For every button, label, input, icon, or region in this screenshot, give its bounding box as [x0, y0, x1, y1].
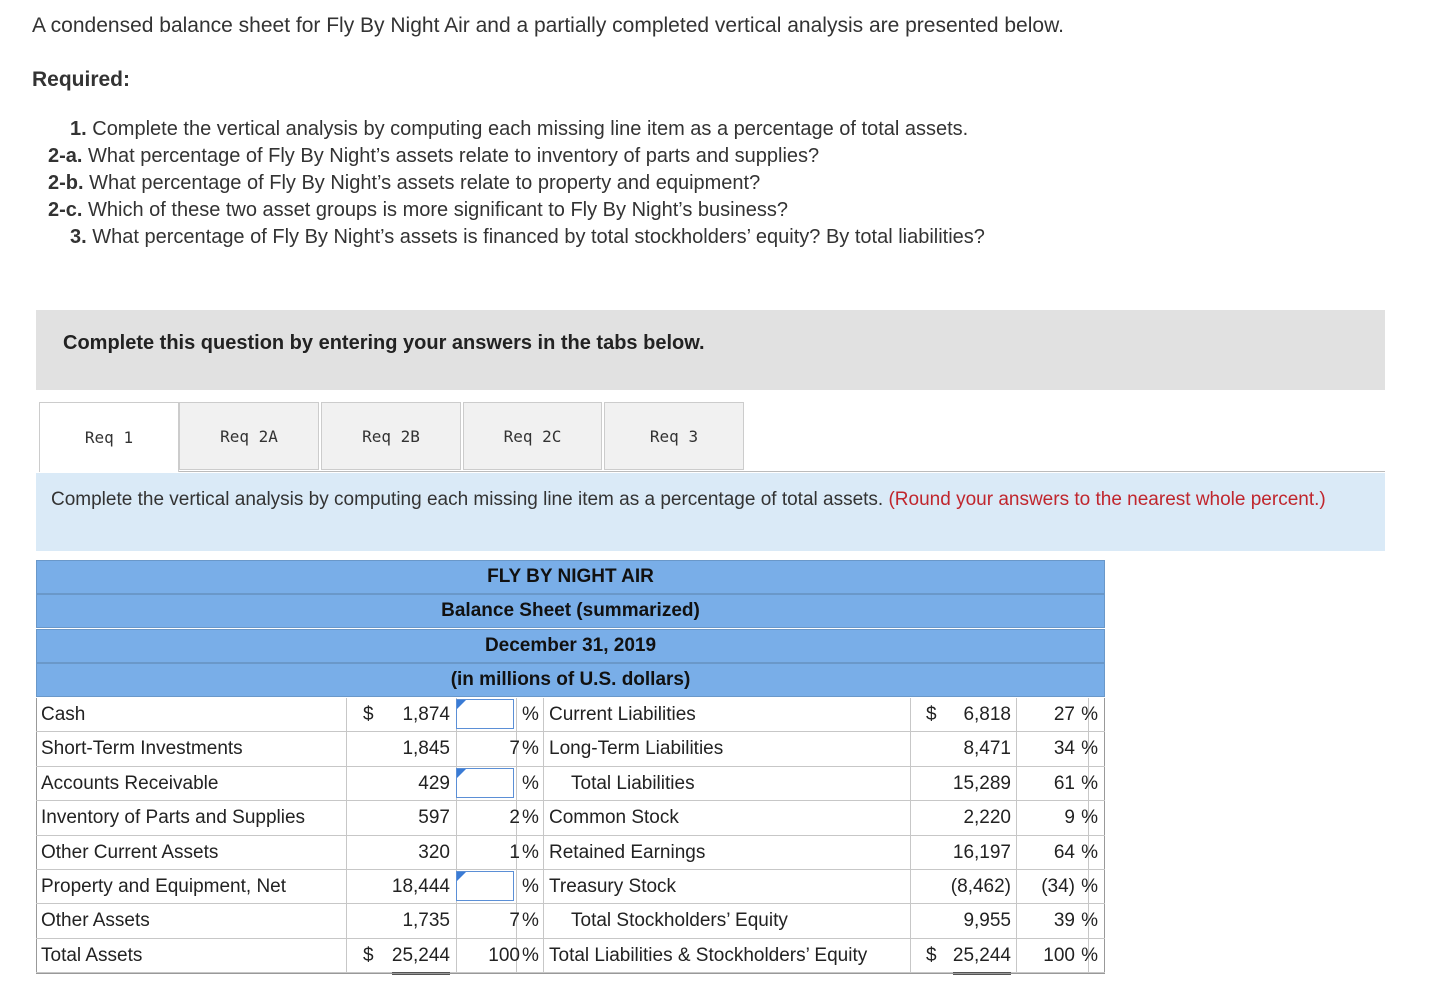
asset-label: Other Current Assets: [41, 841, 219, 863]
column-divider: [543, 698, 544, 731]
column-divider: [456, 836, 457, 869]
table-row: [36, 801, 1105, 835]
column-divider: [456, 732, 457, 765]
percent-sign: %: [1081, 841, 1098, 863]
sheet-units: (in millions of U.S. dollars): [36, 663, 1105, 697]
column-divider: [1016, 836, 1017, 869]
asset-percent: 7: [509, 910, 520, 932]
liability-equity-amount: (8,462): [950, 876, 1011, 897]
percent-input[interactable]: [456, 871, 514, 901]
asset-amount: 1,874: [402, 704, 450, 725]
asset-amount: 1,845: [402, 738, 450, 760]
asset-percent: 7: [509, 738, 520, 760]
liability-equity-percent: 64: [1053, 841, 1075, 863]
requirement-3: 3. What percentage of Fly By Night’s assets is financed by total stockholders’ equity? By total liabilities?: [70, 226, 985, 248]
requirement-2a: 2-a. What percentage of Fly By Night’s assets relate to inventory of parts and supplies?: [48, 145, 820, 167]
liability-equity-label: Long-Term Liabilities: [549, 738, 724, 760]
column-divider: [516, 698, 517, 731]
sheet-subtitle: Balance Sheet (summarized): [36, 594, 1105, 628]
column-divider: [1016, 767, 1017, 800]
percent-sign: %: [1081, 772, 1098, 794]
requirement-2c: 2-c. Which of these two asset groups is more significant to Fly By Night’s business?: [48, 199, 788, 221]
asset-percent: 2: [509, 807, 520, 829]
asset-label: Other Assets: [41, 910, 150, 932]
table-row: [36, 767, 1105, 801]
tab-req-3[interactable]: Req 3: [604, 402, 744, 470]
column-divider: [346, 836, 347, 869]
liability-equity-amount: 9,955: [963, 910, 1011, 932]
table-row: [36, 836, 1105, 870]
sheet-title: FLY BY NIGHT AIR: [36, 560, 1105, 594]
liability-equity-amount: 16,197: [952, 841, 1011, 863]
sheet-date: December 31, 2019: [36, 629, 1105, 663]
table-row: [36, 698, 1105, 732]
percent-sign: %: [1081, 876, 1098, 897]
column-divider: [346, 698, 347, 731]
asset-amount: 25,244: [392, 939, 450, 975]
liability-equity-amount: 25,244: [953, 939, 1011, 975]
column-divider: [346, 801, 347, 834]
asset-percent: 100: [488, 944, 520, 966]
liability-equity-amount: 8,471: [963, 738, 1011, 760]
asset-amount: 597: [418, 807, 450, 829]
liability-equity-percent: 100: [1043, 944, 1075, 966]
liability-equity-percent: 61: [1053, 772, 1075, 794]
percent-input[interactable]: [456, 699, 514, 729]
asset-label: Cash: [41, 704, 86, 725]
percent-sign: %: [1081, 944, 1098, 966]
asset-label: Property and Equipment, Net: [41, 876, 287, 897]
asset-percent: 1: [509, 841, 520, 863]
dollar-sign: $: [926, 944, 937, 966]
column-divider: [456, 801, 457, 834]
dollar-sign: $: [926, 704, 937, 725]
column-divider: [543, 801, 544, 834]
percent-sign: %: [522, 944, 539, 966]
column-divider: [543, 939, 544, 972]
column-divider: [346, 767, 347, 800]
column-divider: [1016, 870, 1017, 903]
column-divider: [1016, 939, 1017, 972]
percent-sign: %: [522, 807, 539, 829]
percent-sign: %: [522, 910, 539, 932]
liability-equity-percent: 39: [1053, 910, 1075, 932]
question-prompt: [36, 473, 1385, 551]
liability-equity-percent: 34: [1053, 738, 1075, 760]
column-divider: [516, 767, 517, 800]
asset-label: Accounts Receivable: [41, 772, 219, 794]
instruction-text: Complete this question by entering your answers in the tabs below.: [63, 332, 705, 354]
column-divider: [346, 870, 347, 903]
percent-sign: %: [1081, 910, 1098, 932]
asset-amount: 18,444: [391, 876, 450, 897]
asset-amount: 429: [418, 772, 450, 794]
percent-sign: %: [1081, 704, 1098, 725]
prompt-text: Complete the vertical analysis by computing each missing line item as a percentage of total assets.: [51, 489, 884, 510]
percent-input[interactable]: [456, 768, 514, 798]
liability-equity-amount: 6,818: [963, 704, 1011, 725]
column-divider: [1016, 732, 1017, 765]
column-divider: [516, 870, 517, 903]
column-divider: [910, 904, 911, 937]
column-divider: [910, 836, 911, 869]
column-divider: [1016, 904, 1017, 937]
asset-amount: 320: [418, 841, 450, 863]
percent-sign: %: [522, 876, 539, 897]
liability-equity-percent: 27: [1053, 704, 1075, 725]
column-divider: [910, 698, 911, 731]
requirement-1: 1. Complete the vertical analysis by computing each missing line item as a percentage of total assets.: [70, 118, 969, 140]
dollar-sign: $: [363, 704, 374, 725]
table-row: [36, 732, 1105, 766]
liability-equity-label: Current Liabilities: [549, 704, 696, 725]
asset-amount: 1,735: [402, 910, 450, 932]
asset-label: Total Assets: [41, 944, 143, 966]
table-row: [36, 939, 1105, 973]
liability-equity-label: Total Liabilities & Stockholders’ Equity: [549, 944, 868, 966]
dollar-sign: $: [363, 944, 374, 966]
input-flag-icon: [457, 700, 466, 709]
tab-req-2b[interactable]: Req 2B: [321, 402, 461, 470]
column-divider: [346, 904, 347, 937]
percent-sign: %: [522, 704, 539, 725]
required-heading: Required:: [32, 68, 131, 91]
column-divider: [543, 836, 544, 869]
instruction-bar: [36, 310, 1385, 390]
percent-sign: %: [522, 772, 539, 794]
column-divider: [543, 870, 544, 903]
column-divider: [910, 939, 911, 972]
percent-sign: %: [522, 841, 539, 863]
tab-req-1[interactable]: Req 1: [39, 402, 179, 472]
input-flag-icon: [457, 872, 466, 881]
liability-equity-percent: (34): [1041, 876, 1075, 897]
percent-sign: %: [1081, 738, 1098, 760]
liability-equity-amount: 15,289: [952, 772, 1011, 794]
requirement-2b: 2-b. What percentage of Fly By Night’s assets relate to property and equipment?: [48, 172, 761, 194]
column-divider: [1016, 801, 1017, 834]
intro-text: A condensed balance sheet for Fly By Night Air and a partially completed vertical analysis are presented below.: [32, 14, 1064, 37]
liability-equity-label: Total Liabilities: [571, 772, 695, 794]
column-divider: [910, 732, 911, 765]
column-divider: [346, 732, 347, 765]
column-divider: [346, 939, 347, 972]
column-divider: [456, 939, 457, 972]
column-divider: [910, 767, 911, 800]
percent-sign: %: [1081, 807, 1098, 829]
rounding-note: (Round your answers to the nearest whole percent.): [888, 489, 1326, 510]
tab-req-2c[interactable]: Req 2C: [463, 402, 602, 470]
table-row: [36, 904, 1105, 938]
input-flag-icon: [457, 769, 466, 778]
column-divider: [543, 732, 544, 765]
column-divider: [910, 801, 911, 834]
tab-req-2a[interactable]: Req 2A: [179, 402, 319, 470]
tab-divider: [179, 471, 1385, 472]
asset-label: Inventory of Parts and Supplies: [41, 807, 306, 829]
liability-equity-label: Common Stock: [549, 807, 679, 829]
liability-equity-amount: 2,220: [963, 807, 1011, 829]
percent-sign: %: [522, 738, 539, 760]
liability-equity-label: Total Stockholders’ Equity: [571, 910, 788, 932]
column-divider: [543, 904, 544, 937]
column-divider: [1016, 698, 1017, 731]
column-divider: [543, 767, 544, 800]
column-divider: [910, 870, 911, 903]
column-divider: [456, 904, 457, 937]
asset-label: Short-Term Investments: [41, 738, 243, 760]
table-row: [36, 870, 1105, 904]
liability-equity-percent: 9: [1064, 807, 1075, 829]
liability-equity-label: Retained Earnings: [549, 841, 706, 863]
liability-equity-label: Treasury Stock: [549, 876, 677, 897]
